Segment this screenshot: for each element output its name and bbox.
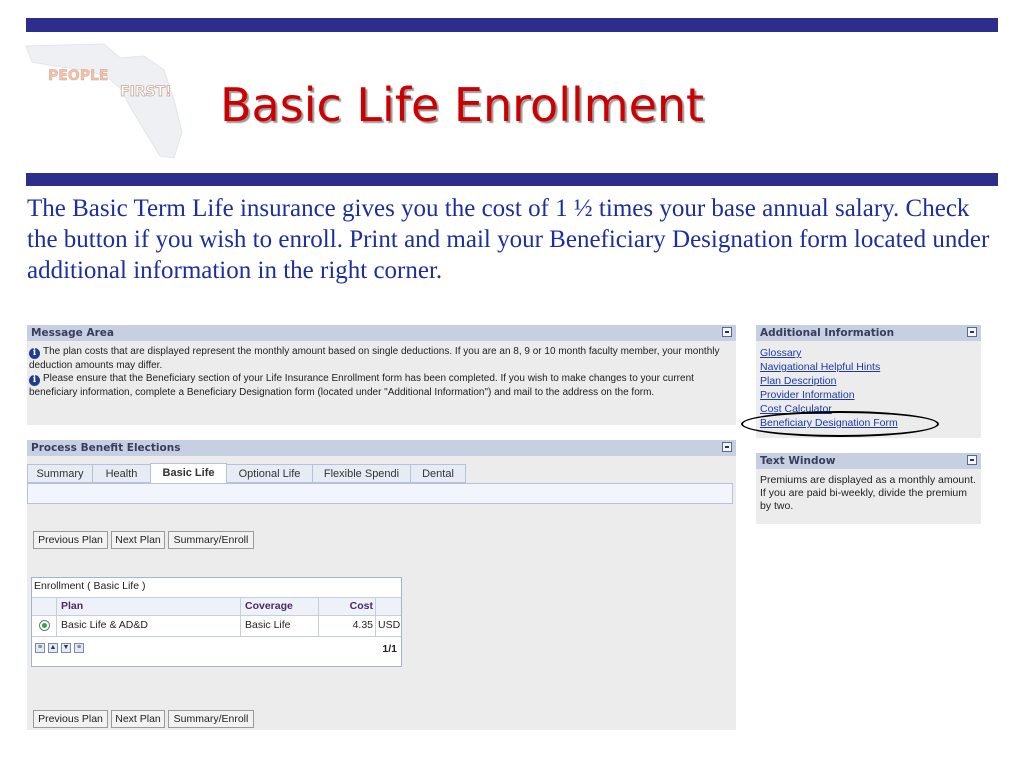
message-area-title: Message Area (31, 327, 114, 339)
tab-summary[interactable]: Summary (27, 464, 93, 483)
link-glossary[interactable]: Glossary (760, 347, 802, 359)
intro-text: The Basic Term Life insurance gives you the cost of 1 ½ times your base annual salary. Check the button if you wish to enroll. Print and mail your Beneficiary Designation form located under additional information in the right corner. (27, 195, 990, 284)
table-pager (32, 640, 401, 660)
additional-information-title: Additional Information (760, 327, 895, 339)
summary-enroll-button[interactable]: Summary/Enroll (168, 531, 254, 549)
table-row[interactable] (32, 615, 401, 637)
collapse-icon[interactable] (722, 442, 732, 452)
select-column-header (32, 598, 56, 615)
info-icon: i (29, 375, 40, 386)
page-count: 1/1 (382, 643, 397, 655)
link-plan-description[interactable]: Plan Description (760, 375, 837, 387)
tab-flexible-spending[interactable]: Flexible Spendi (312, 464, 411, 483)
additional-information-header (756, 325, 981, 341)
column-header-coverage: Coverage (240, 598, 318, 615)
link-provider-information[interactable]: Provider Information (760, 389, 855, 401)
text-window-body: Premiums are displayed as a monthly amount. If you are paid bi-weekly, divide the premium by two. (760, 474, 976, 512)
process-header (27, 440, 736, 456)
text-window-panel (756, 453, 981, 524)
tab-content-strip (27, 483, 733, 504)
radio-selected-icon[interactable] (39, 620, 50, 631)
next-plan-button[interactable]: Next Plan (111, 710, 165, 728)
message-2-text: Please ensure that the Beneficiary section of your Life Insurance Enrollment form has been completed. If you wish to make changes to your current beneficiary information, complete a Beneficiary Designation form (located under "Additional Information") and mail to the address on the form. (29, 373, 694, 398)
coverage-cell: Basic Life (240, 615, 318, 636)
message-area-panel (27, 325, 736, 425)
highlight-ellipse (741, 411, 939, 437)
top-band (26, 18, 998, 32)
previous-plan-button[interactable]: Previous Plan (33, 531, 108, 549)
text-window-title: Text Window (760, 455, 836, 467)
process-title: Process Benefit Elections (31, 442, 181, 454)
message-area-header (27, 325, 736, 341)
next-page-icon[interactable]: ▼ (62, 644, 70, 651)
tab-health[interactable]: Health (92, 464, 151, 483)
previous-page-icon[interactable]: ▲ (49, 644, 57, 651)
tab-basic-life[interactable]: Basic Life (150, 463, 227, 483)
link-navigational-hints[interactable]: Navigational Helpful Hints (760, 361, 881, 373)
next-plan-button[interactable]: Next Plan (111, 531, 165, 549)
people-first-logo (24, 40, 214, 165)
summary-enroll-button[interactable]: Summary/Enroll (168, 710, 254, 728)
text-window-header (756, 453, 981, 469)
slide-title: Basic Life Enrollment (220, 78, 705, 132)
column-header-cost: Cost (318, 598, 375, 615)
info-icon: i (29, 348, 40, 359)
column-header-plan: Plan (56, 598, 240, 615)
process-benefit-panel (27, 440, 736, 730)
last-page-icon[interactable]: ≡ (74, 643, 84, 653)
message-1-text: The plan costs that are displayed represent the monthly amount based on single deductions. If you are an 8, 9 or 10 month faculty member, your monthly deduction amounts may differ. (29, 346, 720, 371)
enrollment-table (31, 577, 402, 667)
cost-cell: 4.35 (318, 615, 375, 636)
collapse-icon[interactable] (967, 455, 977, 465)
message-1 (29, 345, 732, 372)
currency-column-header (375, 598, 401, 615)
link-beneficiary-designation-form[interactable]: Beneficiary Designation Form (760, 417, 898, 429)
collapse-icon[interactable] (967, 327, 977, 337)
collapse-icon[interactable] (722, 327, 732, 337)
previous-plan-button[interactable]: Previous Plan (33, 710, 108, 728)
select-cell[interactable] (32, 615, 56, 636)
tab-optional-life[interactable]: Optional Life (226, 464, 313, 483)
message-2 (29, 372, 732, 399)
first-page-icon[interactable]: ≡ (35, 643, 45, 653)
currency-cell: USD (375, 615, 401, 636)
logo-line1: PEOPLE (48, 68, 109, 84)
link-cost-calculator[interactable]: Cost Calculator (760, 403, 832, 415)
logo-line2: FIRST! (120, 84, 172, 100)
plan-cell: Basic Life & AD&D (56, 615, 240, 636)
mid-band (26, 173, 998, 186)
tab-dental[interactable]: Dental (410, 464, 466, 483)
table-header-row (32, 597, 401, 616)
table-caption: Enrollment ( Basic Life ) (34, 580, 146, 592)
